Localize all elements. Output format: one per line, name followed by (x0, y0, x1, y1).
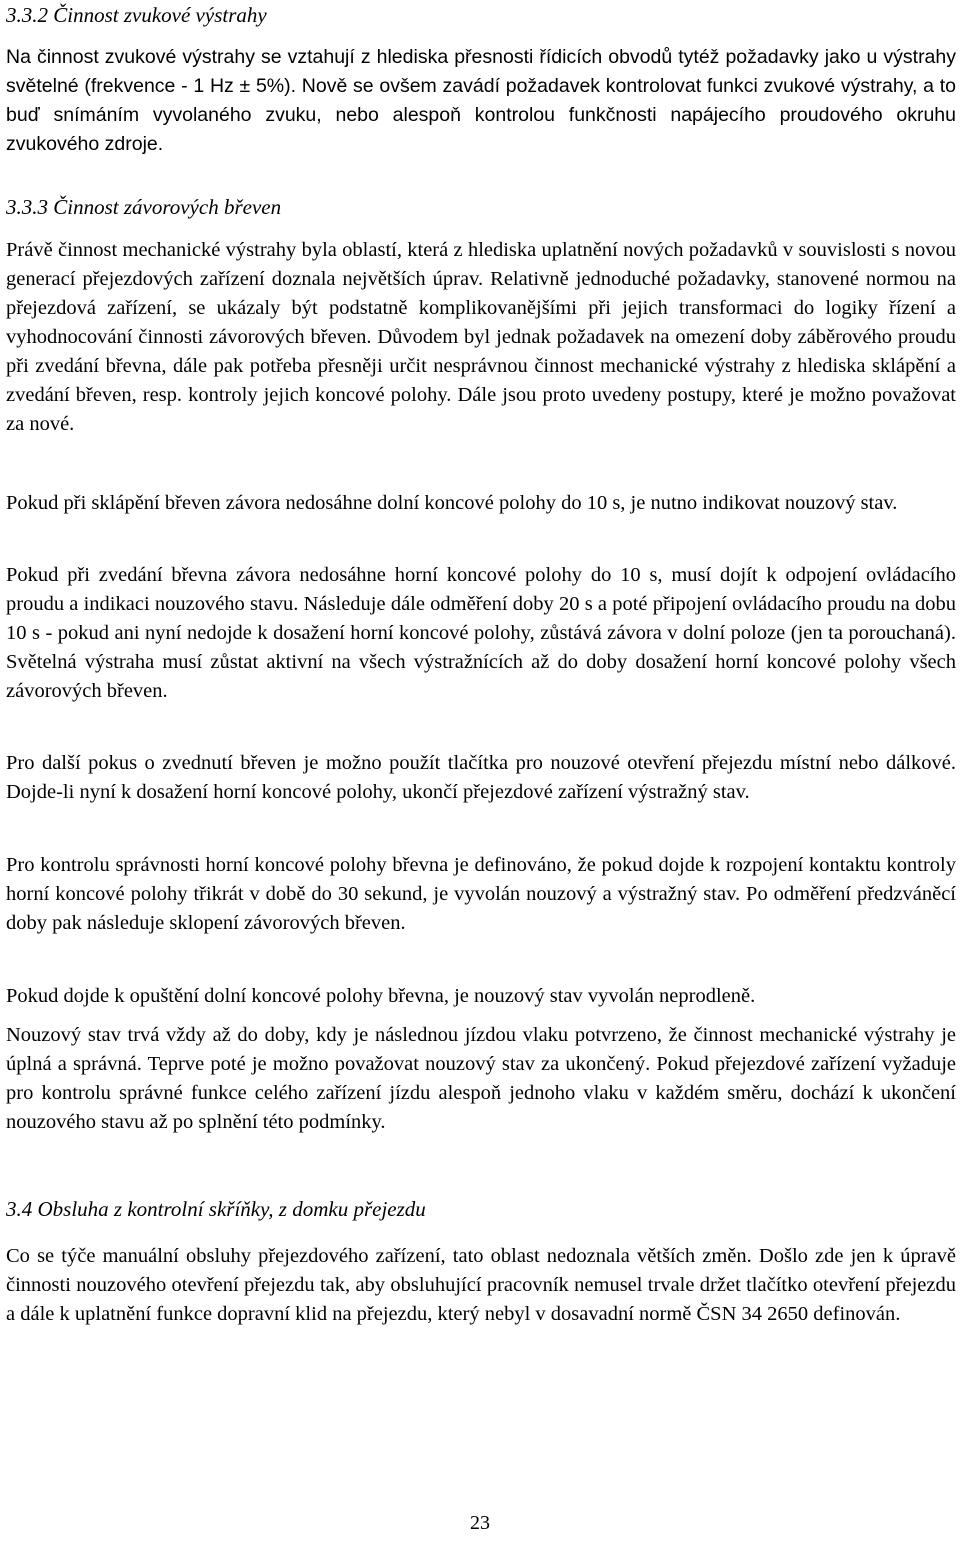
paragraph-barrier-raising: Pokud při zvedání břevna závora nedosáhne horní koncové polohy do 10 s, musí dojít k odpojení ovládacího proudu a indikaci nouzového stavu. Následuje dále odměření doby 20 s a poté připojení ovládacího proudu na dobu 10 s - pokud ani nyní nedojde k dosažení horní koncové polohy, zůstává závora v dolní poloze (jen ta porouchaná). Světelná výstraha musí zůstat aktivní na všech výstražnících až do doby dosažení horní koncové polohy všech závorových břeven. (6, 564, 956, 702)
page-number: 23 (470, 1512, 490, 1534)
paragraph-barrier-lowering: Pokud při sklápění břeven závora nedosáhne dolní koncové polohy do 10 s, je nutno indikovat nouzový stav. (6, 492, 898, 514)
paragraph-barrier-retry: Pro další pokus o zvednutí břeven je možno použít tlačítka pro nouzové otevření přejezdu místní nebo dálkové. Dojde-li nyní k dosažení horní koncové polohy, ukončí přejezdové zařízení výstražný stav. (6, 752, 956, 803)
paragraph-upper-position-check: Pro kontrolu správnosti horní koncové polohy břevna je definováno, že pokud dojde k rozpojení kontaktu kontroly horní koncové polohy třikrát v době do 30 sekund, je vyvolán nouzový a výstražný stav. Po odměření předzváněcí doby pak následuje sklopení závorových břeven. (6, 854, 956, 934)
section-heading-3-4: 3.4 Obsluha z kontrolní skříňky, z domku přejezdu (6, 1197, 426, 1221)
paragraph-lower-position-leave: Pokud dojde k opuštění dolní koncové polohy břevna, je nouzový stav vyvolán neprodleně. (6, 985, 756, 1007)
paragraph-manual-operation: Co se týče manuální obsluhy přejezdového zařízení, tato oblast nedoznala větších změn. Došlo zde jen k úpravě činnosti nouzového otevření přejezdu tak, aby obsluhující pracovník nemusel trvale držet tlačítko otevření přejezdu a dále k uplatnění funkce dopravní klid na přejezdu, který nebyl v dosavadní normě ČSN 34 2650 definován. (6, 1245, 956, 1325)
section-heading-3-3-3: 3.3.3 Činnost závorových břeven (6, 195, 282, 219)
paragraph-sound-warning: Na činnost zvukové výstrahy se vztahují z hlediska přesnosti řídicích obvodů tytéž požadavky jako u výstrahy světelné (frekvence - 1 Hz ± 5%). Nově se ovšem zavádí požadavek kontrolovat funkci zvukové výstrahy, a to buď snímáním vyvolaného zvuku, nebo alespoň kontrolou funkčnosti napájecího proudového okruhu zvukového zdroje. (6, 46, 956, 155)
paragraph-barrier-intro: Právě činnost mechanické výstrahy byla oblastí, která z hlediska uplatnění nových požadavků v souvislosti s novou generací přejezdových zařízení doznala největších úprav. Relativně jednoduché požadavky, stanovené normou na přejezdová zařízení, se ukázaly být podstatně komplikovanějšími při jejich transformaci do logiky řízení a vyhodnocování činnosti závorových břeven. Důvodem byl jednak požadavek na omezení doby záběrového proudu při zvedání břevna, dále pak potřeba přesněji určit nesprávnou činnost mechanické výstrahy z hlediska sklápění a zvedání břeven, resp. kontroly jejich koncové polohy. Dále jsou proto uvedeny postupy, které je možno považovat za nové. (6, 239, 956, 435)
paragraph-emergency-duration: Nouzový stav trvá vždy až do doby, kdy je následnou jízdou vlaku potvrzeno, že činnost mechanické výstrahy je úplná a správná. Teprve poté je možno považovat nouzový stav za ukončený. Pokud přejezdové zařízení vyžaduje pro kontrolu správné funkce celého zařízení jízdu alespoň jednoho vlaku v každém směru, dochází k ukončení nouzového stavu až po splnění této podmínky. (6, 1024, 956, 1133)
section-heading-3-3-2: 3.3.2 Činnost zvukové výstrahy (6, 3, 267, 27)
